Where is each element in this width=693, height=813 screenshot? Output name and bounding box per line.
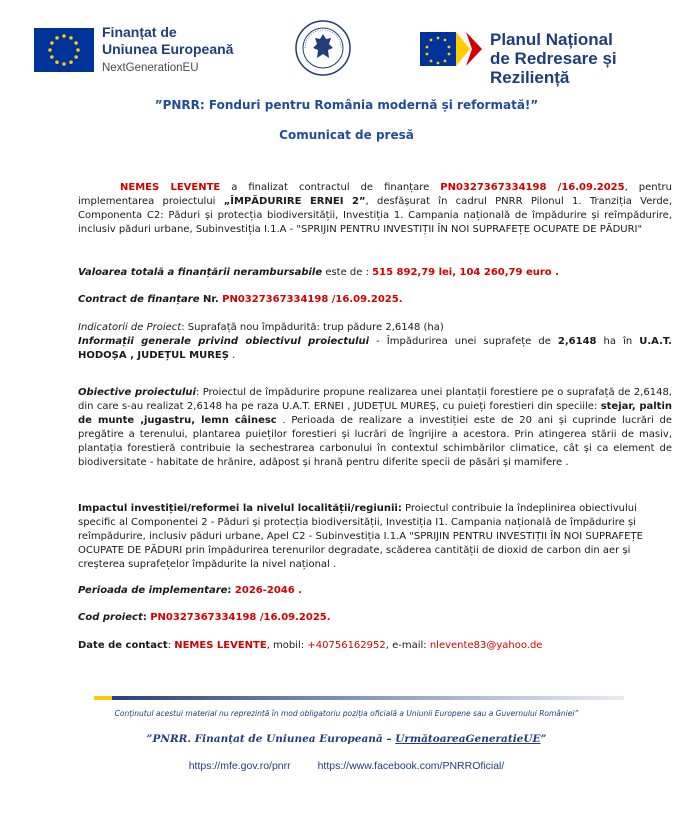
eu-funding-label [102,24,233,76]
eu-star [76,48,80,52]
project-code-label: Cod proiect [78,612,143,623]
footer-tagline [0,733,693,745]
eu-star [48,48,52,52]
objectives-text-2: . Perioada de realizare a investiției este de 20 ani și cuprinde lucrări de pregătire a terenului, plantarea puieților forestieri și lucrări de îngrijire a acestora. Prin atingerea stării de masiv, plantația forestieră contribuie la sechestrarea carbonului în contextul schimbărilor climatice, cât și ca element de biodiversitate - habitate de hrănire, adăpost și hrană pentru diferite specii de păsări și mamifere . [78,415,672,468]
pnrr-line1: Planul Național [490,30,613,49]
impact-paragraph [78,502,672,572]
eu-line1: Finanțat de [102,24,177,40]
eu-flag-logo [34,28,94,72]
period-line [78,584,672,598]
page-title: ”PNRR: Fonduri pentru România modernă și reformată!” [154,98,539,112]
pnrr-label [490,30,693,87]
intro-text-2: , pentru implementarea proiectului [78,182,672,207]
general-info-label: Informații generale privind obiectivul proiectului [78,336,370,347]
eu-star [62,62,66,66]
footer-divider [94,696,624,700]
objectives-paragraph [78,386,672,470]
objectives-text-1: : Proiectul de împădurire propune realizarea unei plantații forestiere pe o suprafață de 2,6148, din care s-au realizat 2,6148 ha pe raza U.A.T. ERNEI , JUDEȚUL MUREȘ, cu puieți forestieri din speciile: [78,387,672,412]
funding-value-text: este de : [322,267,373,278]
impact-label: Impactul investiției/reformei la nivelul localității/regiunii: [78,503,402,514]
contact-text-2: , e-mail: [385,640,430,651]
contact-label: Date de contact [78,640,168,651]
intro-paragraph [78,181,672,237]
contact-line [78,639,672,653]
indicators-block [78,321,672,363]
eu-star [69,60,73,64]
eu-star [50,41,54,45]
impact-text: Proiectul contribuie la îndeplinirea obiectivului specific al Componentei 2 - Păduri și protecția biodiversității, Investiția I1. Campania națională de împădurire și reîmpădurire, inclusiv păduri urbane, Apel C2 - Subinvestiția I.1.A "SPRIJIN PENTRU INVESTIȚII ÎN NOI SUPRAFEȚE OCUPATE DE PĂDURI prin împădurirea terenurilor degradate, scăderea cantității de dioxid de carbon din aer și creșterea suprafețelor împădurite la nivel național . [78,503,643,570]
pnrr-logo [420,30,484,68]
facebook-link[interactable]: https://www.facebook.com/PNRROficial/ [317,760,505,772]
footer-tagline-link[interactable]: UrmătoareaGeneratieUE [395,733,541,745]
footer-tagline-post: ” [540,733,547,745]
eu-star [55,60,59,64]
contact-phone[interactable]: +40756162952 [307,640,386,651]
footer-disclaimer: Conținutul acestui material nu reprezintă în mod obligatoriu poziția oficială a Uniunii Europene sau a Guvernului României” [114,709,579,718]
indicators-text: : Suprafață nou împădurită: trup pădure 2,6148 (ha) [181,322,444,333]
contract-number: PN0327367334198 /16.09.2025 [440,182,625,193]
contract-value: PN0327367334198 /16.09.2025. [222,294,403,305]
project-name: „ÎMPĂDURIRE ERNEI 2” [223,196,366,207]
indicators-label: Indicatorii de Proiect [78,322,182,333]
contact-email[interactable]: nlevente83@yahoo.de [429,640,543,651]
general-info-uat: U.A.T. HODOȘA , JUDEȚUL MUREȘ [78,336,672,361]
contract-text: Nr. [199,294,223,305]
general-info-area: 2,6148 [557,336,597,347]
mfe-link[interactable]: https://mfe.gov.ro/pnrr [188,760,291,772]
eu-star [74,41,78,45]
contact-text-1: , mobil: [266,640,308,651]
general-info-text-3: . [228,350,236,361]
period-label: Perioada de implementare [78,585,228,596]
eu-star [69,36,73,40]
project-code-sep: : [142,612,151,623]
funding-value-end: . [551,267,559,278]
general-info-text-1: - Împădurirea unei suprafețe de [369,336,558,347]
funding-value-label: Valoarea totală a finanțării nerambursabile [78,267,323,278]
footer-links [0,760,693,772]
eu-star [50,55,54,59]
intro-text-1: a finalizat contractul de finanțare [220,182,441,193]
beneficiary-name: NEMES LEVENTE [120,182,221,193]
funding-value-line [78,266,672,280]
eu-line2: Uniunea Europeană [102,41,234,57]
project-code-line [78,611,672,625]
species-list: stejar, paltin de munte ,jugastru, lemn câinesc [78,401,672,426]
eu-star [74,55,78,59]
eu-star [55,36,59,40]
contract-line [78,293,672,307]
footer-tagline-pre: ”PNRR. Finanțat de Uniunea Europeană – [146,733,396,745]
intro-text-3: , desfășurat în cadrul PNRR Pilonul 1. Tranziția Verde, Componenta C2: Păduri și protecția biodiversității, Investiția 1. Campania națională de împădurire și reîmpădurire, inclusiv păduri urbane, Subinvestiția I.1.A - "SPRIJIN PENTRU INVESTIȚII ÎN NOI SUPRAFEȚE OCUPATE DE PĂDURI" [78,196,672,235]
contact-name: NEMES LEVENTE [174,640,267,651]
project-code-value: PN0327367334198 /16.09.2025. [150,612,331,623]
general-info-text-2: ha în [596,336,640,347]
contact-sep: : [167,640,175,651]
government-seal-logo [295,20,351,76]
page-subtitle: Comunicat de presă [279,128,414,142]
eu-star [62,34,66,38]
eu-line3: NextGenerationEU [102,62,199,74]
funding-amount: 515 892,79 lei, 104 260,79 euro [372,267,552,278]
pnrr-line2: de Redresare și Reziliență [490,49,617,87]
period-value: 2026-2046 . [234,585,303,596]
objectives-label: Obiective proiectului [78,387,196,398]
contract-label: Contract de finanțare [78,294,200,305]
period-sep: : [227,585,235,596]
